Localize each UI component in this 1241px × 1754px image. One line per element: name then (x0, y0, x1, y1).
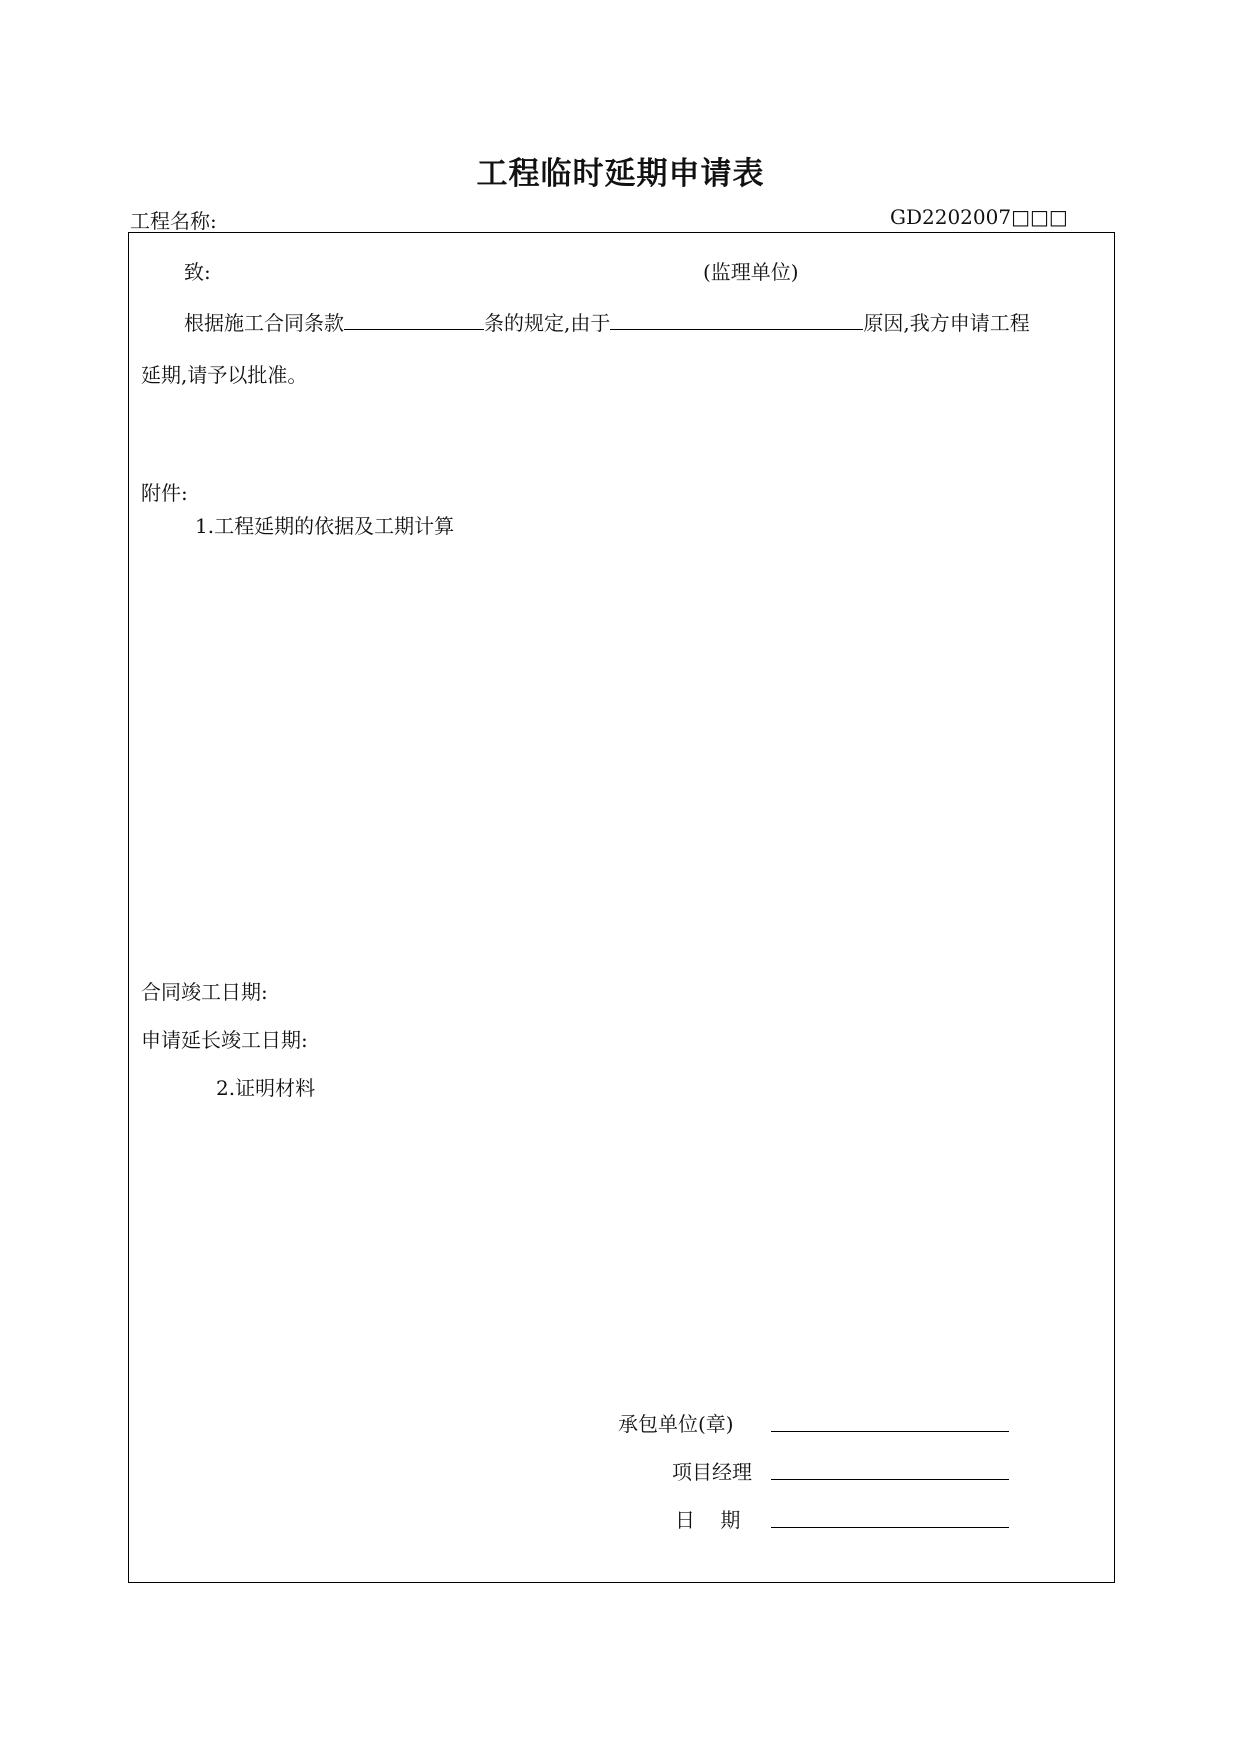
extended-completion-date-label: 申请延长竣工日期: (141, 1028, 308, 1052)
contractor-signature-line[interactable] (771, 1430, 1009, 1432)
para-part2: 条的规定,由于 (484, 311, 611, 335)
application-paragraph-line2: 延期,请予以批准。 (141, 363, 308, 387)
para-part1: 根据施工合同条款 (184, 311, 344, 335)
supervisor-unit-label: (监理单位) (703, 260, 799, 284)
to-label: 致: (184, 260, 211, 284)
attachment-2: 2.证明材料 (216, 1076, 316, 1100)
para-part3: 原因,我方申请工程 (863, 311, 1030, 335)
date-label: 日 期 (675, 1508, 741, 1532)
project-manager-label: 项目经理 (672, 1460, 752, 1484)
project-name-label: 工程名称: (130, 209, 217, 233)
project-manager-signature-line[interactable] (771, 1478, 1009, 1480)
date-signature-line[interactable] (771, 1526, 1009, 1528)
form-title: 工程临时延期申请表 (476, 156, 765, 192)
contract-completion-date-label: 合同竣工日期: (141, 980, 268, 1004)
application-paragraph-line1 (184, 307, 1030, 336)
form-frame (128, 232, 1115, 1583)
contractor-seal-label: 承包单位(章) (618, 1412, 734, 1436)
clause-number-blank[interactable] (344, 311, 484, 330)
form-code: GD2202007□□□ (890, 205, 1068, 229)
attachment-1: 1.工程延期的依据及工期计算 (195, 514, 455, 538)
attachments-label: 附件: (141, 481, 188, 505)
reason-blank[interactable] (610, 311, 863, 330)
